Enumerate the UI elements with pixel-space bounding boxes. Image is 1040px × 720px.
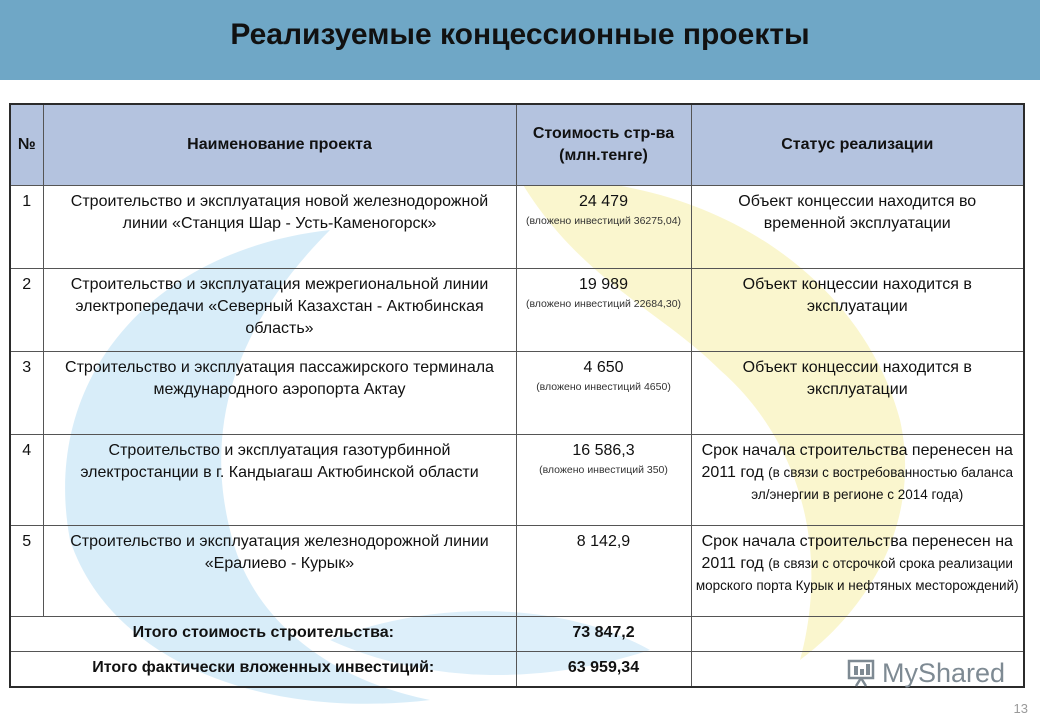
cost-note: (вложено инвестиций 4650) xyxy=(536,381,671,393)
row-number: 4 xyxy=(10,435,43,526)
table-header-row xyxy=(10,104,1024,186)
cost-note: (вложено инвестиций 36275,04) xyxy=(525,215,682,227)
project-name: Строительство и эксплуатация железнодорожной линии «Ералиево - Курык» xyxy=(43,526,516,617)
total-cost-label: Итого стоимость строительства: xyxy=(10,617,516,652)
header-project-name: Наименование проекта xyxy=(43,104,516,186)
watermark-text: MyShared xyxy=(882,657,1006,688)
cost-value: 19 989 xyxy=(579,276,628,293)
cost-value: 16 586,3 xyxy=(572,442,635,459)
row-number: 2 xyxy=(10,269,43,352)
total-cost-empty xyxy=(691,617,1024,652)
table-row xyxy=(10,352,1024,435)
project-name: Строительство и эксплуатация газотурбинной электростанции в г. Кандыагаш Актюбинской области xyxy=(43,435,516,526)
project-status xyxy=(691,526,1024,617)
total-investment-label: Итого фактически вложенных инвестиций: xyxy=(10,652,516,688)
project-status xyxy=(691,435,1024,526)
cost-value: 8 142,9 xyxy=(576,533,631,550)
project-cost xyxy=(516,269,691,352)
page-title: Реализуемые концессионные проекты xyxy=(230,18,810,51)
total-cost-row xyxy=(10,617,1024,652)
total-investment-value: 63 959,34 xyxy=(516,652,691,688)
presentation-icon xyxy=(846,658,876,688)
cost-value: 24 479 xyxy=(579,193,628,210)
project-status xyxy=(691,186,1024,269)
header-cost: Стоимость стр-ва (млн.тенге) xyxy=(516,104,691,186)
project-name: Строительство и эксплуатация новой железнодорожной линии «Станция Шар - Усть-Каменогорск» xyxy=(43,186,516,269)
header-status: Статус реализации xyxy=(691,104,1024,186)
table-row xyxy=(10,269,1024,352)
project-name: Строительство и эксплуатация межрегиональной линии электропередачи «Северный Казахстан - Актюбинская область» xyxy=(43,269,516,352)
status-text: Срок начала строительства перенесен на 2011 год xyxy=(701,442,1013,481)
cost-note: (вложено инвестиций 22684,30) xyxy=(525,298,682,310)
status-text: Объект концессии находится в эксплуатации xyxy=(742,276,972,315)
projects-table xyxy=(9,103,1025,688)
project-name: Строительство и эксплуатация пассажирского терминала международного аэропорта Актау xyxy=(43,352,516,435)
project-cost xyxy=(516,352,691,435)
status-text: Срок начала строительства перенесен на 2011 год xyxy=(701,533,1013,572)
status-note: (в связи с отсрочкой срока реализации морского порта Курык и нефтяных месторождений) xyxy=(695,556,1019,593)
row-number: 3 xyxy=(10,352,43,435)
myshared-watermark xyxy=(846,656,1005,690)
header-number: № xyxy=(10,104,43,186)
cost-note: (вложено инвестиций 350) xyxy=(539,464,668,476)
project-cost xyxy=(516,526,691,617)
total-cost-value: 73 847,2 xyxy=(516,617,691,652)
row-number: 5 xyxy=(10,526,43,617)
project-status xyxy=(691,269,1024,352)
status-text: Объект концессии находится во временной эксплуатации xyxy=(738,193,977,232)
project-status xyxy=(691,352,1024,435)
table-row xyxy=(10,186,1024,269)
status-note: (в связи с востребованностью баланса эл/энергии в регионе с 2014 года) xyxy=(751,465,1014,502)
project-cost xyxy=(516,186,691,269)
table-row xyxy=(10,526,1024,617)
row-number: 1 xyxy=(10,186,43,269)
table-row xyxy=(10,435,1024,526)
status-text: Объект концессии находится в эксплуатации xyxy=(742,359,972,398)
page-number: 13 xyxy=(1013,701,1028,716)
cost-value: 4 650 xyxy=(583,359,624,376)
project-cost xyxy=(516,435,691,526)
